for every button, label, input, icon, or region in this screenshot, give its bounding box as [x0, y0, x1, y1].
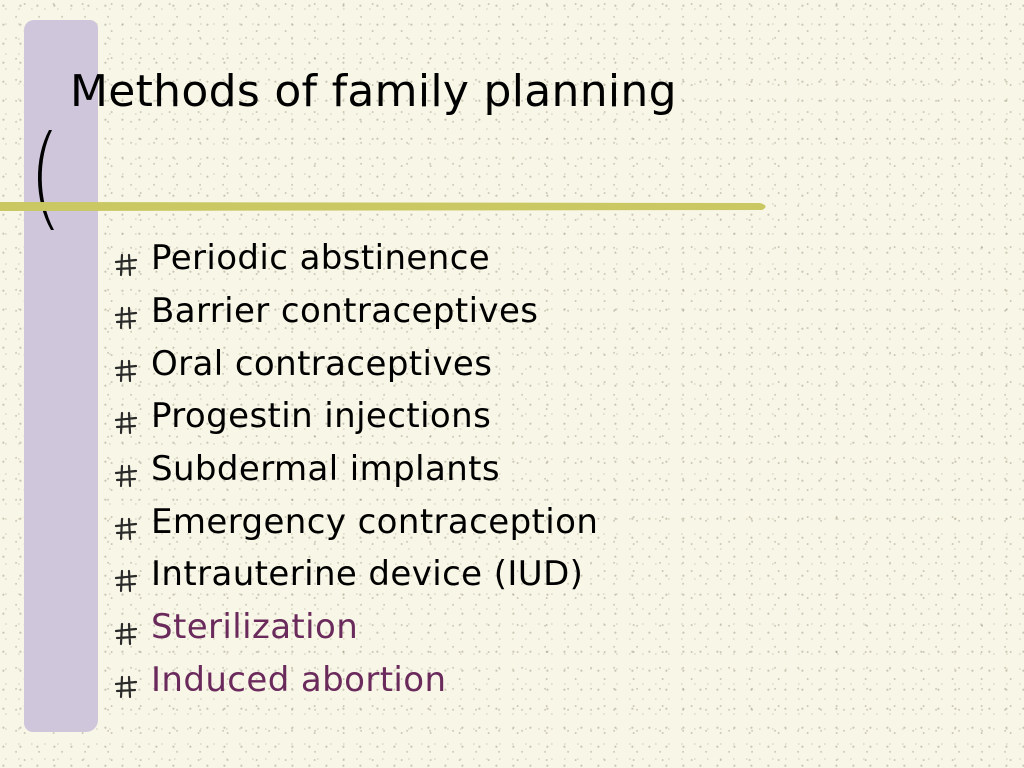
list-item	[114, 232, 598, 285]
list-item-label: Periodic abstinence	[151, 238, 491, 279]
list-item	[114, 654, 598, 707]
pin-star-icon	[114, 510, 138, 534]
list-item-label: Emergency contraception	[151, 501, 599, 542]
list-item-label: Oral contraceptives	[151, 343, 493, 384]
list-item-label: Sterilization	[151, 607, 359, 648]
pin-star-icon	[114, 246, 138, 270]
side-accent-bar	[24, 20, 98, 732]
list-item	[114, 548, 598, 601]
list-item	[114, 443, 598, 496]
list-item	[114, 495, 598, 548]
list-item-label: Barrier contraceptives	[151, 291, 539, 332]
list-item	[114, 337, 598, 390]
slide-title: Methods of family planning	[70, 66, 677, 117]
pin-star-icon	[114, 668, 138, 692]
pin-star-icon	[114, 404, 138, 428]
list-item-label: Progestin injections	[151, 396, 492, 437]
list-item-label: Intrauterine device (IUD)	[151, 554, 584, 595]
pin-star-icon	[114, 615, 138, 639]
pin-star-icon	[114, 299, 138, 323]
title-underline-rule	[0, 198, 770, 216]
pin-star-icon	[114, 562, 138, 586]
list-item	[114, 285, 598, 338]
list-item-label: Subdermal implants	[151, 449, 501, 490]
pin-star-icon	[114, 457, 138, 481]
pin-star-icon	[114, 352, 138, 376]
bracket-ornament	[30, 128, 60, 232]
list-item	[114, 390, 598, 443]
bullet-list	[114, 232, 598, 706]
list-item-label: Induced abortion	[151, 659, 447, 700]
list-item	[114, 601, 598, 654]
